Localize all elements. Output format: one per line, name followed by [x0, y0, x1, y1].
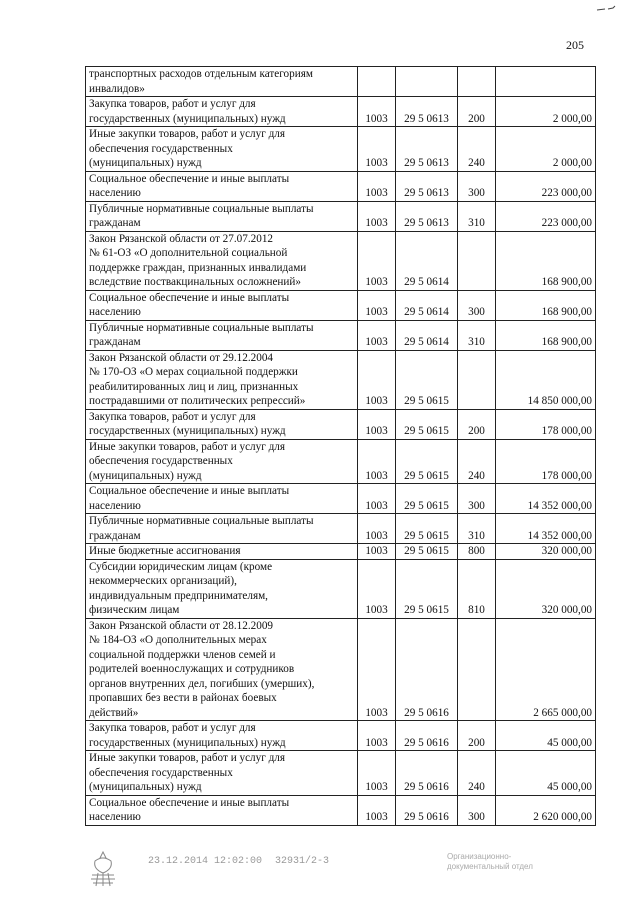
row-name-line: № 170-ОЗ «О мерах социальной поддержки — [89, 366, 298, 378]
amount-cell: 178 000,00 — [496, 409, 596, 439]
expense-kind-cell — [458, 67, 496, 97]
org-stamp-line: Организационно- — [447, 852, 512, 861]
row-name-line: некоммерческих организаций), — [89, 575, 237, 587]
expense-kind-cell: 300 — [458, 795, 496, 825]
document-registration-number: 32931/2-3 — [275, 856, 330, 867]
row-name-cell — [86, 231, 358, 290]
target-article-cell: 29 5 0614 — [396, 231, 458, 290]
section-code-cell: 1003 — [358, 514, 396, 544]
amount-cell: 14 850 000,00 — [496, 350, 596, 409]
target-article-cell: 29 5 0616 — [396, 795, 458, 825]
row-name-cell — [86, 484, 358, 514]
table-row — [86, 484, 596, 514]
row-name-line: № 184-ОЗ «О дополнительных мерах — [89, 634, 267, 646]
row-name-line: Иные закупки товаров, работ и услуг для — [89, 440, 286, 453]
amount-cell: 223 000,00 — [496, 201, 596, 231]
row-name-line: обеспечения государственных — [89, 455, 233, 467]
expense-kind-cell: 300 — [458, 290, 496, 320]
amount-cell: 168 900,00 — [496, 320, 596, 350]
budget-table-body — [86, 67, 596, 826]
target-article-cell: 29 5 0615 — [396, 350, 458, 409]
target-article-cell: 29 5 0613 — [396, 127, 458, 172]
section-code-cell: 1003 — [358, 409, 396, 439]
target-article-cell: 29 5 0615 — [396, 514, 458, 544]
row-name-line: Субсидии юридическим лицам (кроме — [89, 560, 273, 573]
expense-kind-cell: 200 — [458, 409, 496, 439]
expense-kind-cell: 310 — [458, 320, 496, 350]
amount-cell: 2 000,00 — [496, 127, 596, 172]
row-name-line: Социальное обеспечение и иные выплаты — [89, 485, 290, 497]
amount-cell: 45 000,00 — [496, 751, 596, 796]
amount-cell: 320 000,00 — [496, 559, 596, 618]
expense-kind-cell: 240 — [458, 439, 496, 484]
row-name-line: действий» — [89, 706, 139, 719]
section-code-cell: 1003 — [358, 751, 396, 796]
row-name-line: транспортных расходов отдельным категориям — [89, 68, 313, 80]
row-name-cell — [86, 127, 358, 172]
organization-stamp — [447, 852, 533, 872]
table-row — [86, 201, 596, 231]
page-footer — [0, 846, 640, 896]
table-row — [86, 97, 596, 127]
table-row — [86, 409, 596, 439]
table-row — [86, 127, 596, 172]
table-row — [86, 439, 596, 484]
row-name-line: Иные бюджетные ассигнования — [89, 545, 241, 557]
row-name-line: Закон Рязанской области от 27.07.2012 — [89, 232, 274, 245]
expense-kind-cell: 300 — [458, 484, 496, 514]
table-row — [86, 751, 596, 796]
expense-kind-cell: 810 — [458, 559, 496, 618]
expense-kind-cell — [458, 231, 496, 290]
amount-cell: 168 900,00 — [496, 231, 596, 290]
table-row — [86, 559, 596, 618]
org-stamp-line: документальный отдел — [447, 862, 533, 871]
section-code-cell: 1003 — [358, 721, 396, 751]
table-row — [86, 618, 596, 721]
amount-cell: 2 000,00 — [496, 97, 596, 127]
row-name-line: Закупка товаров, работ и услуг для — [89, 98, 256, 110]
table-row — [86, 721, 596, 751]
expense-kind-cell: 800 — [458, 544, 496, 560]
row-name-line: (муниципальных) нужд — [89, 469, 202, 482]
row-name-cell — [86, 350, 358, 409]
row-name-line: Социальное обеспечение и иные выплаты — [89, 796, 290, 809]
row-name-line: инвалидов» — [89, 82, 145, 95]
row-name-cell — [86, 171, 358, 201]
target-article-cell: 29 5 0614 — [396, 290, 458, 320]
row-name-cell — [86, 97, 358, 127]
emblem-stamp-icon — [86, 849, 120, 889]
section-code-cell: 1003 — [358, 484, 396, 514]
corner-scribble-icon — [596, 4, 620, 12]
section-code-cell: 1003 — [358, 559, 396, 618]
amount-cell: 14 352 000,00 — [496, 514, 596, 544]
row-name-line: социальной поддержки членов семей и — [89, 648, 276, 661]
target-article-cell: 29 5 0615 — [396, 484, 458, 514]
expense-kind-cell: 240 — [458, 751, 496, 796]
row-name-line: Закон Рязанской области от 29.12.2004 — [89, 351, 274, 364]
row-name-line: реабилитированных лиц и лиц, признанных — [89, 380, 299, 393]
section-code-cell: 1003 — [358, 544, 396, 560]
table-row — [86, 67, 596, 97]
target-article-cell: 29 5 0613 — [396, 97, 458, 127]
amount-cell — [496, 67, 596, 97]
row-name-line: Иные закупки товаров, работ и услуг для — [89, 128, 286, 140]
row-name-line: пропавших без вести в районах боевых — [89, 692, 277, 704]
amount-cell: 45 000,00 — [496, 721, 596, 751]
row-name-cell — [86, 320, 358, 350]
expense-kind-cell — [458, 618, 496, 721]
row-name-line: Закупка товаров, работ и услуг для — [89, 722, 256, 734]
row-name-cell — [86, 618, 358, 721]
target-article-cell: 29 5 0614 — [396, 320, 458, 350]
row-name-line: № 61-ОЗ «О дополнительной социальной — [89, 247, 288, 259]
expense-kind-cell: 200 — [458, 721, 496, 751]
section-code-cell: 1003 — [358, 231, 396, 290]
target-article-cell: 29 5 0613 — [396, 171, 458, 201]
section-code-cell: 1003 — [358, 795, 396, 825]
row-name-line: государственных (муниципальных) нужд — [89, 736, 286, 749]
row-name-line: органов внутренних дел, погибших (умерших), — [89, 677, 315, 690]
row-name-line: физическим лицам — [89, 604, 180, 616]
row-name-cell — [86, 409, 358, 439]
amount-cell: 2 620 000,00 — [496, 795, 596, 825]
target-article-cell — [396, 67, 458, 97]
row-name-line: Публичные нормативные социальные выплаты — [89, 202, 314, 215]
row-name-line: Иные закупки товаров, работ и услуг для — [89, 752, 286, 764]
expense-kind-cell: 200 — [458, 97, 496, 127]
document-timestamp: 23.12.2014 12:02:00 — [148, 856, 263, 867]
table-row — [86, 290, 596, 320]
row-name-line: Публичные нормативные социальные выплаты — [89, 321, 314, 334]
row-name-line: населению — [89, 187, 141, 199]
target-article-cell: 29 5 0616 — [396, 751, 458, 796]
row-name-line: населению — [89, 811, 141, 823]
section-code-cell: 1003 — [358, 97, 396, 127]
row-name-line: родителей военнослужащих и сотрудников — [89, 663, 295, 675]
row-name-line: пострадавшими от политических репрессий» — [89, 395, 306, 407]
row-name-line: гражданам — [89, 217, 141, 229]
expense-kind-cell: 300 — [458, 171, 496, 201]
section-code-cell — [358, 67, 396, 97]
row-name-cell — [86, 721, 358, 751]
row-name-line: гражданам — [89, 336, 141, 348]
table-row — [86, 320, 596, 350]
row-name-line: индивидуальным предпринимателям, — [89, 589, 268, 602]
section-code-cell: 1003 — [358, 127, 396, 172]
amount-cell: 2 665 000,00 — [496, 618, 596, 721]
table-row — [86, 544, 596, 560]
row-name-line: гражданам — [89, 529, 141, 542]
row-name-cell — [86, 201, 358, 231]
expense-kind-cell: 310 — [458, 201, 496, 231]
section-code-cell: 1003 — [358, 290, 396, 320]
row-name-cell — [86, 751, 358, 796]
target-article-cell: 29 5 0616 — [396, 618, 458, 721]
target-article-cell: 29 5 0615 — [396, 409, 458, 439]
row-name-line: Социальное обеспечение и иные выплаты — [89, 172, 290, 185]
row-name-cell — [86, 439, 358, 484]
section-code-cell: 1003 — [358, 201, 396, 231]
budget-table — [85, 66, 596, 826]
table-row — [86, 231, 596, 290]
row-name-cell — [86, 290, 358, 320]
row-name-cell — [86, 544, 358, 560]
section-code-cell: 1003 — [358, 320, 396, 350]
row-name-cell — [86, 514, 358, 544]
row-name-line: Публичные нормативные социальные выплаты — [89, 515, 314, 527]
section-code-cell: 1003 — [358, 350, 396, 409]
row-name-cell — [86, 795, 358, 825]
target-article-cell: 29 5 0613 — [396, 201, 458, 231]
target-article-cell: 29 5 0616 — [396, 721, 458, 751]
section-code-cell: 1003 — [358, 618, 396, 721]
row-name-line: Закон Рязанской области от 28.12.2009 — [89, 619, 274, 632]
amount-cell: 178 000,00 — [496, 439, 596, 484]
section-code-cell: 1003 — [358, 439, 396, 484]
table-row — [86, 350, 596, 409]
table-row — [86, 795, 596, 825]
row-name-line: вследствие поствакцинальных осложнений» — [89, 276, 301, 288]
page-number: 205 — [566, 38, 584, 52]
amount-cell: 14 352 000,00 — [496, 484, 596, 514]
amount-cell: 320 000,00 — [496, 544, 596, 560]
expense-kind-cell: 310 — [458, 514, 496, 544]
row-name-line: (муниципальных) нужд — [89, 157, 202, 169]
amount-cell: 223 000,00 — [496, 171, 596, 201]
target-article-cell: 29 5 0615 — [396, 439, 458, 484]
target-article-cell: 29 5 0615 — [396, 559, 458, 618]
row-name-cell — [86, 67, 358, 97]
amount-cell: 168 900,00 — [496, 290, 596, 320]
row-name-line: населению — [89, 499, 141, 512]
expense-kind-cell: 240 — [458, 127, 496, 172]
row-name-line: обеспечения государственных — [89, 142, 233, 155]
row-name-line: Социальное обеспечение и иные выплаты — [89, 291, 290, 304]
row-name-line: обеспечения государственных — [89, 766, 233, 779]
section-code-cell: 1003 — [358, 171, 396, 201]
expense-kind-cell — [458, 350, 496, 409]
target-article-cell: 29 5 0615 — [396, 544, 458, 560]
row-name-line: Закупка товаров, работ и услуг для — [89, 410, 256, 423]
table-row — [86, 514, 596, 544]
row-name-line: государственных (муниципальных) нужд — [89, 425, 286, 437]
row-name-line: (муниципальных) нужд — [89, 781, 202, 793]
row-name-line: населению — [89, 306, 141, 318]
row-name-line: государственных (муниципальных) нужд — [89, 112, 286, 125]
row-name-line: поддержке граждан, признанных инвалидами — [89, 261, 307, 274]
table-row — [86, 171, 596, 201]
row-name-cell — [86, 559, 358, 618]
